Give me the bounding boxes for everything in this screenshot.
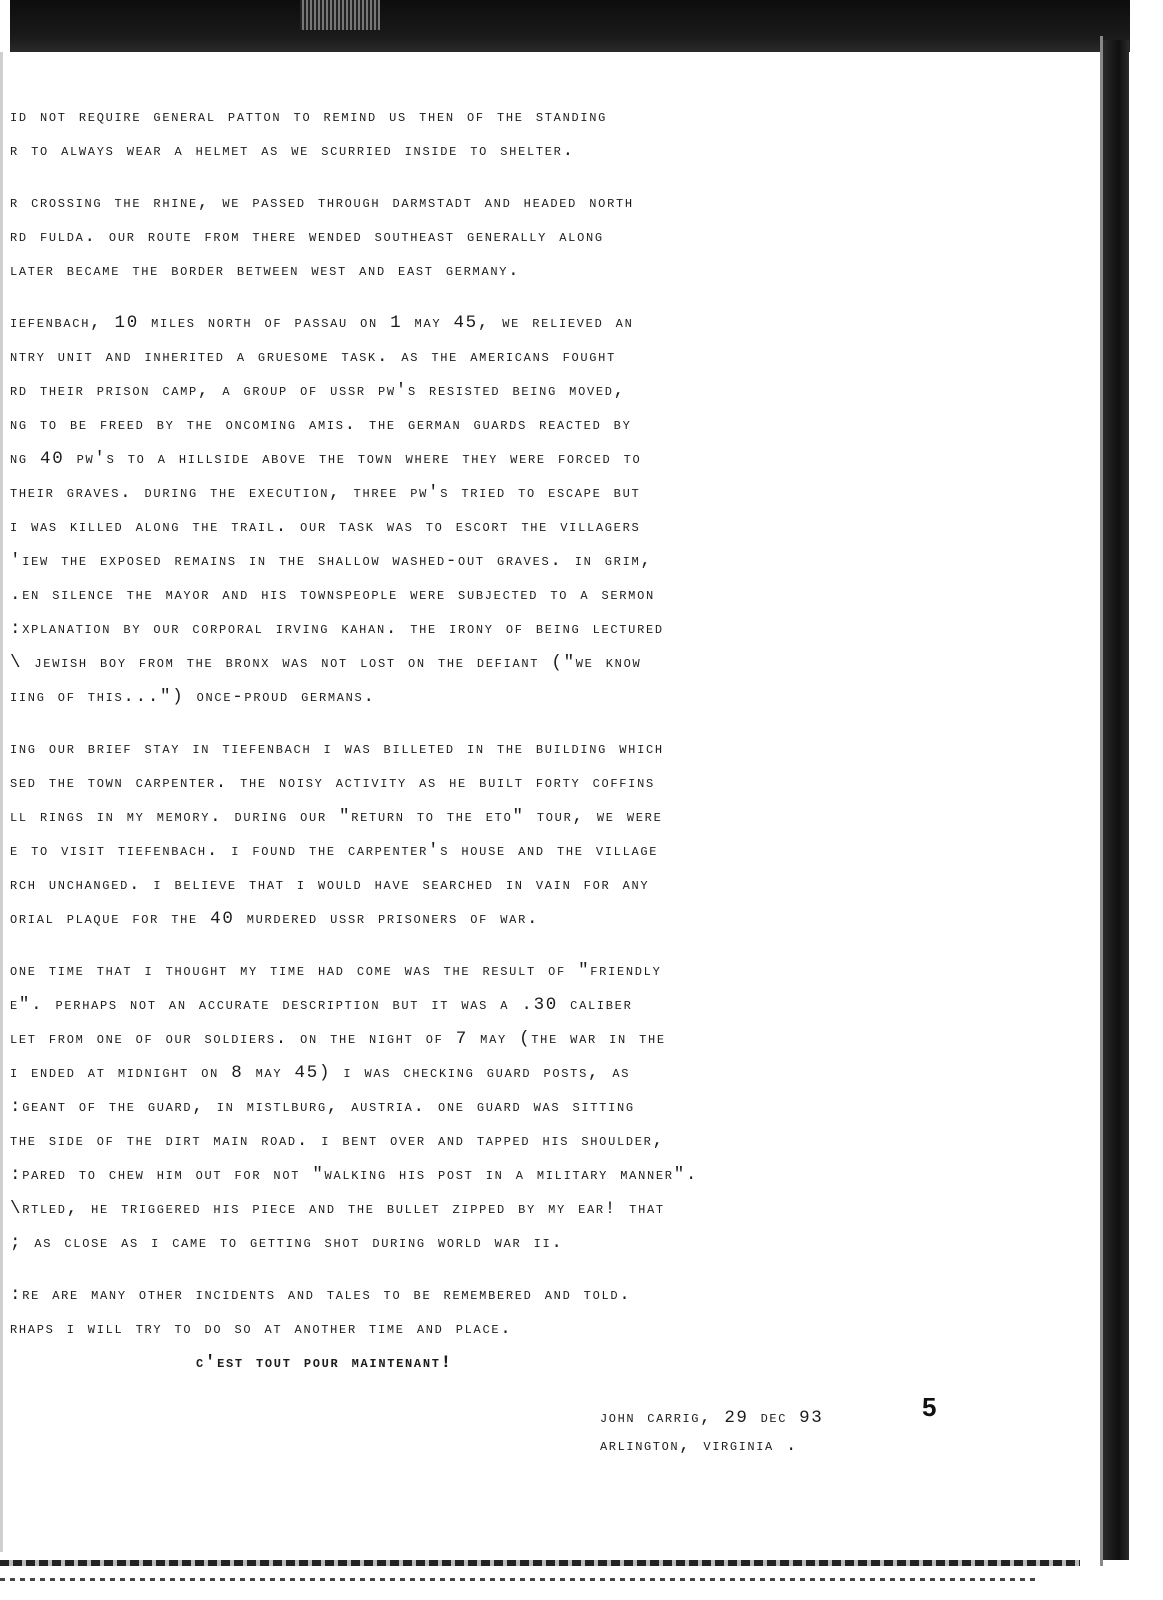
scan-bottom-border: [0, 1560, 1080, 1566]
text-line: rch unchanged. i believe that i would have searched in vain for any: [10, 875, 650, 895]
signature-name-date: john carrig, 29 dec 93: [600, 1408, 824, 1428]
scan-right-border: [1103, 40, 1129, 1560]
text-line: ing our brief stay in tiefenbach i was billeted in the building which: [10, 739, 664, 759]
text-line: ntry unit and inherited a gruesome task. as the americans fought: [10, 347, 616, 367]
text-line: 'iew the exposed remains in the shallow washed-out graves. in grim,: [10, 551, 653, 571]
text-line: :xplanation by our corporal irving kahan. the irony of being lectured: [10, 619, 664, 639]
scan-top-border: [10, 0, 1130, 52]
closing-line: c'est tout pour maintenant!: [196, 1353, 453, 1373]
text-line: rd fulda. our route from there wended southeast generally along: [10, 227, 604, 247]
scan-bottom-dash-line: [0, 1578, 1040, 1581]
typed-page: [10, 100, 1070, 1380]
text-line: e". perhaps not an accurate description but it was a .30 caliber: [10, 995, 633, 1015]
text-line: their graves. during the execution, three pw's tried to escape but: [10, 483, 641, 503]
text-line: rhaps i will try to do so at another time and place.: [10, 1319, 513, 1339]
text-line: one time that i thought my time had come was the result of "friendly: [10, 961, 662, 981]
text-line: :re are many other incidents and tales to be remembered and told.: [10, 1285, 632, 1305]
text-line: the side of the dirt main road. i bent over and tapped his shoulder,: [10, 1131, 665, 1151]
paragraph-5: [10, 954, 1070, 1260]
text-line: rd their prison camp, a group of ussr pw's resisted being moved,: [10, 381, 626, 401]
paragraph-4: [10, 732, 1070, 936]
text-line: .en silence the mayor and his townspeople were subjected to a sermon: [10, 585, 655, 605]
text-line: e to visit tiefenbach. i found the carpenter's house and the village: [10, 841, 659, 861]
signature-block: [600, 1404, 823, 1460]
text-line: ng 40 pw's to a hillside above the town where they were forced to: [10, 449, 642, 469]
text-line: later became the border between west and east germany.: [10, 261, 521, 281]
paragraph-2: [10, 186, 1070, 288]
text-line: i was killed along the trail. our task was to escort the villagers: [10, 517, 641, 537]
paragraph-3: [10, 306, 1070, 714]
text-line: :pared to chew him out for not "walking his post in a military manner".: [10, 1165, 699, 1185]
signature-location: arlington, virginia .: [600, 1436, 799, 1456]
paragraph-6: [10, 1278, 1070, 1346]
paragraph-1: [10, 100, 1070, 168]
text-line: iefenbach, 10 miles north of passau on 1 may 45, we relieved an: [10, 313, 634, 333]
text-line: sed the town carpenter. the noisy activity as he built forty coffins: [10, 773, 655, 793]
text-line: r crossing the rhine, we passed through darmstadt and headed north: [10, 193, 634, 213]
scan-left-edge: [0, 52, 3, 1552]
text-line: ; as close as i came to getting shot during world war ii.: [10, 1233, 564, 1253]
text-line: let from one of our soldiers. on the night of 7 may (the war in the: [10, 1029, 666, 1049]
scan-top-notch: [300, 0, 380, 30]
text-line: \rtled, he triggered his piece and the bullet zipped by my ear! that: [10, 1199, 665, 1219]
scan-right-edge-line: [1100, 36, 1103, 1566]
page-number: 5: [922, 1392, 937, 1422]
text-line: \ jewish boy from the bronx was not lost on the defiant ("we know: [10, 653, 642, 673]
text-line: r to always wear a helmet as we scurried inside to shelter.: [10, 141, 575, 161]
text-line: i ended at midnight on 8 may 45) i was checking guard posts, as: [10, 1063, 631, 1083]
text-line: orial plaque for the 40 murdered ussr prisoners of war.: [10, 909, 540, 929]
text-line: iing of this...") once-proud germans.: [10, 687, 376, 707]
text-line: ng to be freed by the oncoming amis. the german guards reacted by: [10, 415, 632, 435]
text-line: :geant of the guard, in mistlburg, austria. one guard was sitting: [10, 1097, 635, 1117]
text-line: ll rings in my memory. during our "return to the eto" tour, we were: [10, 807, 663, 827]
text-line: id not require general patton to remind us then of the standing: [10, 107, 608, 127]
